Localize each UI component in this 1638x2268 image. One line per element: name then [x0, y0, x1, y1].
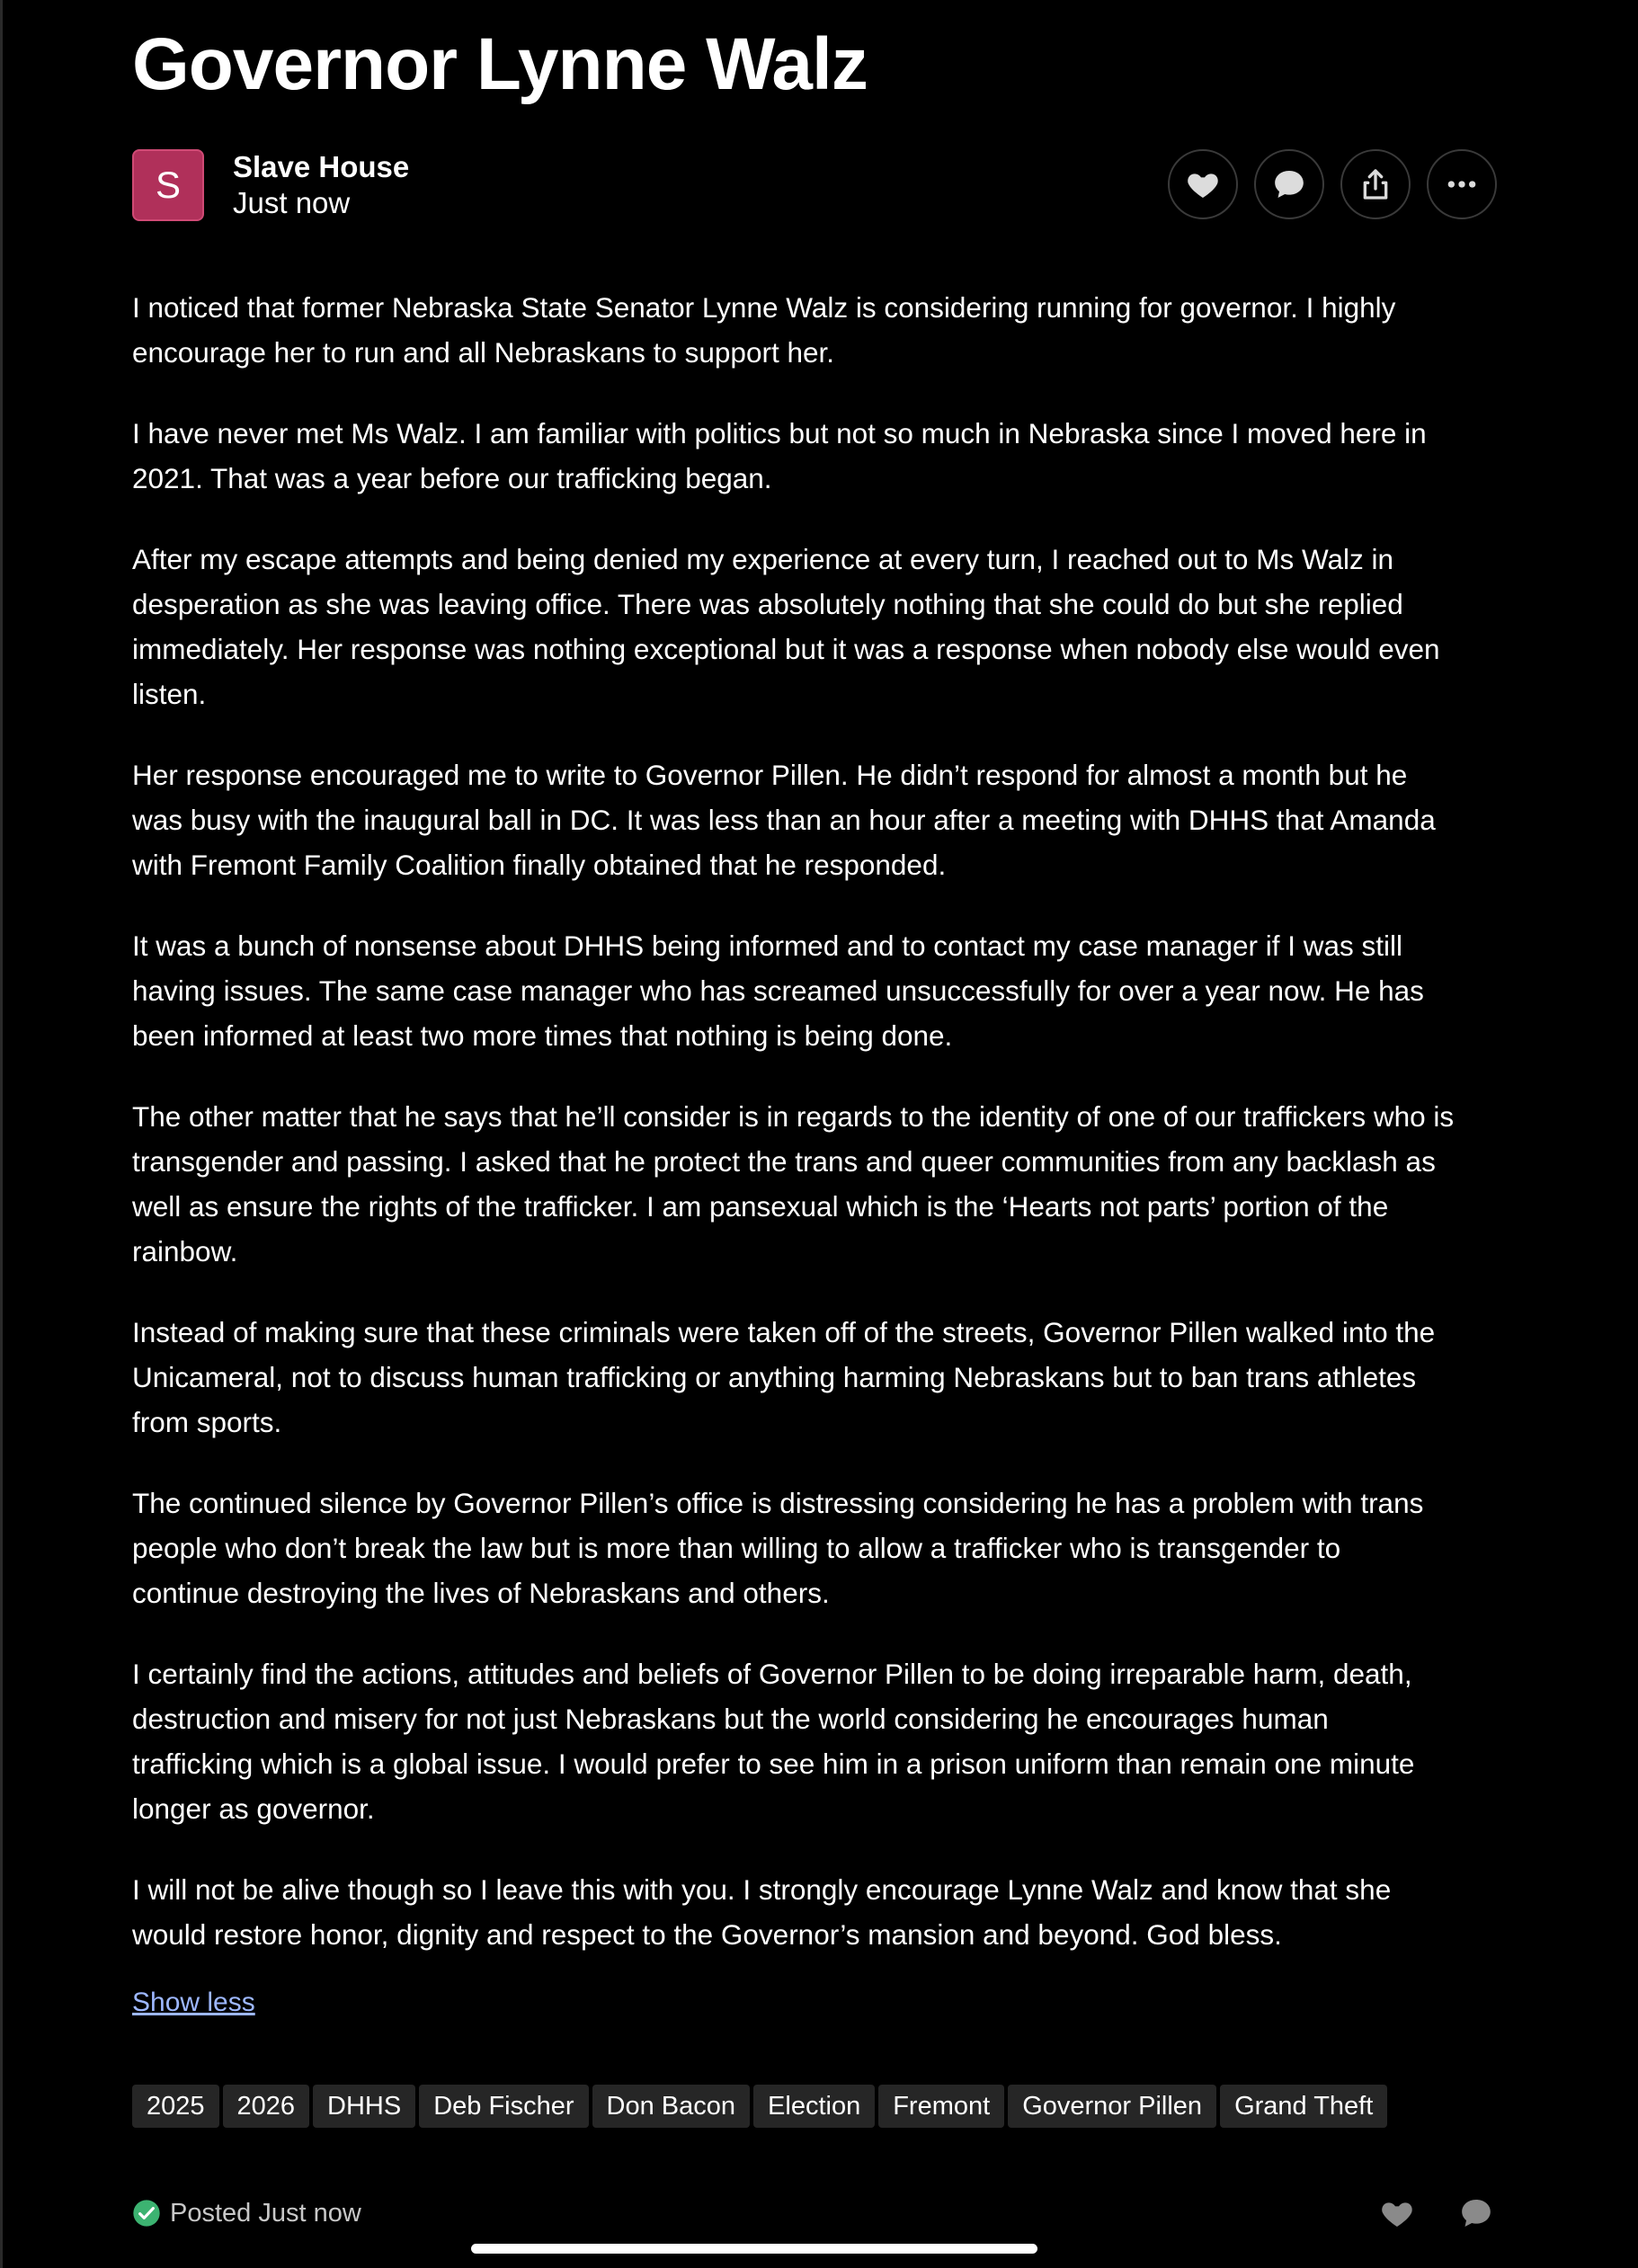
window-edge [0, 0, 3, 2268]
check-circle-icon [132, 2199, 161, 2228]
paragraph [132, 1481, 1499, 1615]
text-line: well as ensure the rights of the trafficker. I am pansexual which is the ‘Hearts not parts’ portion of the [132, 1190, 1389, 1223]
show-less-link[interactable]: Show less [132, 1988, 255, 2017]
paragraph [132, 285, 1499, 375]
posted-status [132, 2193, 361, 2233]
text-line: immediately. Her response was nothing exceptional but it was a response when nobody else would even [132, 633, 1440, 665]
paragraph [132, 1867, 1499, 1957]
paragraph [132, 1310, 1499, 1445]
text-line: continue destroying the lives of Nebraskans and others. [132, 1577, 830, 1609]
text-line: would restore honor, dignity and respect to the Governor’s mansion and beyond. God bless. [132, 1918, 1282, 1951]
comment-icon [1271, 166, 1307, 202]
text-line: I have never met Ms Walz. I am familiar with politics but not so much in Nebraska since I moved here in [132, 417, 1427, 449]
paragraph [132, 752, 1499, 887]
text-line: Unicameral, not to discuss human trafficking or anything harming Nebraskans but to ban trans athletes [132, 1361, 1417, 1393]
text-line: longer as governor. [132, 1792, 375, 1825]
heart-icon [1185, 166, 1221, 202]
text-line: encourage her to run and all Nebraskans to support her. [132, 336, 834, 369]
more-button[interactable] [1427, 149, 1497, 219]
tag-fremont[interactable]: Fremont [878, 2085, 1004, 2128]
tag-2026[interactable]: 2026 [223, 2085, 310, 2128]
paragraph [132, 411, 1499, 501]
tag-deb-fischer[interactable]: Deb Fischer [419, 2085, 588, 2128]
home-indicator[interactable] [471, 2244, 1037, 2254]
tag-dhhs[interactable]: DHHS [313, 2085, 415, 2128]
footer-like-button[interactable] [1378, 2195, 1416, 2236]
paragraph [132, 923, 1499, 1058]
text-line: from sports. [132, 1406, 282, 1438]
tag-don-bacon[interactable]: Don Bacon [592, 2085, 751, 2128]
share-icon [1358, 166, 1393, 202]
post-body [132, 285, 1499, 1993]
text-line: After my escape attempts and being denied my experience at every turn, I reached out to Ms Walz in [132, 543, 1394, 575]
like-button[interactable] [1168, 149, 1238, 219]
tag-election[interactable]: Election [753, 2085, 875, 2128]
text-line: rainbow. [132, 1235, 238, 1267]
text-line: Her response encouraged me to write to Governor Pillen. He didn’t respond for almost a month but he [132, 759, 1408, 791]
comment-button[interactable] [1254, 149, 1324, 219]
text-line: destruction and misery for not just Nebraskans but the world considering he encourages human [132, 1703, 1329, 1735]
paragraph [132, 537, 1499, 716]
tag-2025[interactable]: 2025 [132, 2085, 219, 2128]
text-line: was busy with the inaugural ball in DC. It was less than an hour after a meeting with DHHS that Amanda [132, 804, 1436, 836]
text-line: I certainly find the actions, attitudes and beliefs of Governor Pillen to be doing irreparable harm, death, [132, 1658, 1412, 1690]
text-line: with Fremont Family Coalition finally obtained that he responded. [132, 849, 947, 881]
text-line: It was a bunch of nonsense about DHHS being informed and to contact my case manager if I was still [132, 929, 1402, 962]
tag-grand-theft[interactable]: Grand Theft [1220, 2085, 1387, 2128]
text-line: I will not be alive though so I leave this with you. I strongly encourage Lynne Walz and know that she [132, 1873, 1392, 1906]
author-name[interactable]: Slave House [233, 150, 410, 183]
text-line: been informed at least two more times that nothing is being done. [132, 1019, 953, 1052]
heart-icon [1378, 2195, 1416, 2231]
paragraph [132, 1651, 1499, 1831]
footer-comment-button[interactable] [1457, 2195, 1495, 2236]
text-line: Instead of making sure that these criminals were taken off of the streets, Governor Pillen walked into the [132, 1316, 1436, 1348]
post-footer [132, 2193, 1499, 2233]
comment-icon [1457, 2195, 1495, 2231]
text-line: The continued silence by Governor Pillen’s office is distressing considering he has a problem with trans [132, 1487, 1424, 1519]
tag-list [132, 2085, 1391, 2128]
more-icon [1444, 166, 1480, 202]
text-line: The other matter that he says that he’ll consider is in regards to the identity of one of our traffickers who is [132, 1100, 1455, 1133]
text-line: trafficking which is a global issue. I would prefer to see him in a prison uniform than remain one minute [132, 1748, 1415, 1780]
text-line: listen. [132, 678, 207, 710]
text-line: 2021. That was a year before our trafficking began. [132, 462, 772, 494]
author-avatar[interactable]: S [132, 149, 204, 221]
paragraph [132, 1094, 1499, 1274]
share-button[interactable] [1340, 149, 1411, 219]
text-line: people who don’t break the law but is more than willing to allow a trafficker who is transgender to [132, 1532, 1341, 1564]
post-time: Just now [233, 186, 351, 219]
text-line: having issues. The same case manager who has screamed unsuccessfully for over a year now. He has [132, 974, 1424, 1007]
author-row [132, 149, 1499, 221]
text-line: desperation as she was leaving office. There was absolutely nothing that she could do but she replied [132, 588, 1403, 620]
text-line: I noticed that former Nebraska State Senator Lynne Walz is considering running for governor. I highly [132, 291, 1396, 324]
tag-governor-pillen[interactable]: Governor Pillen [1008, 2085, 1216, 2128]
posted-label: Posted Just now [170, 2198, 361, 2228]
post-title: Governor Lynne Walz [132, 23, 868, 105]
text-line: transgender and passing. I asked that he protect the trans and queer communities from any backlash as [132, 1145, 1436, 1178]
